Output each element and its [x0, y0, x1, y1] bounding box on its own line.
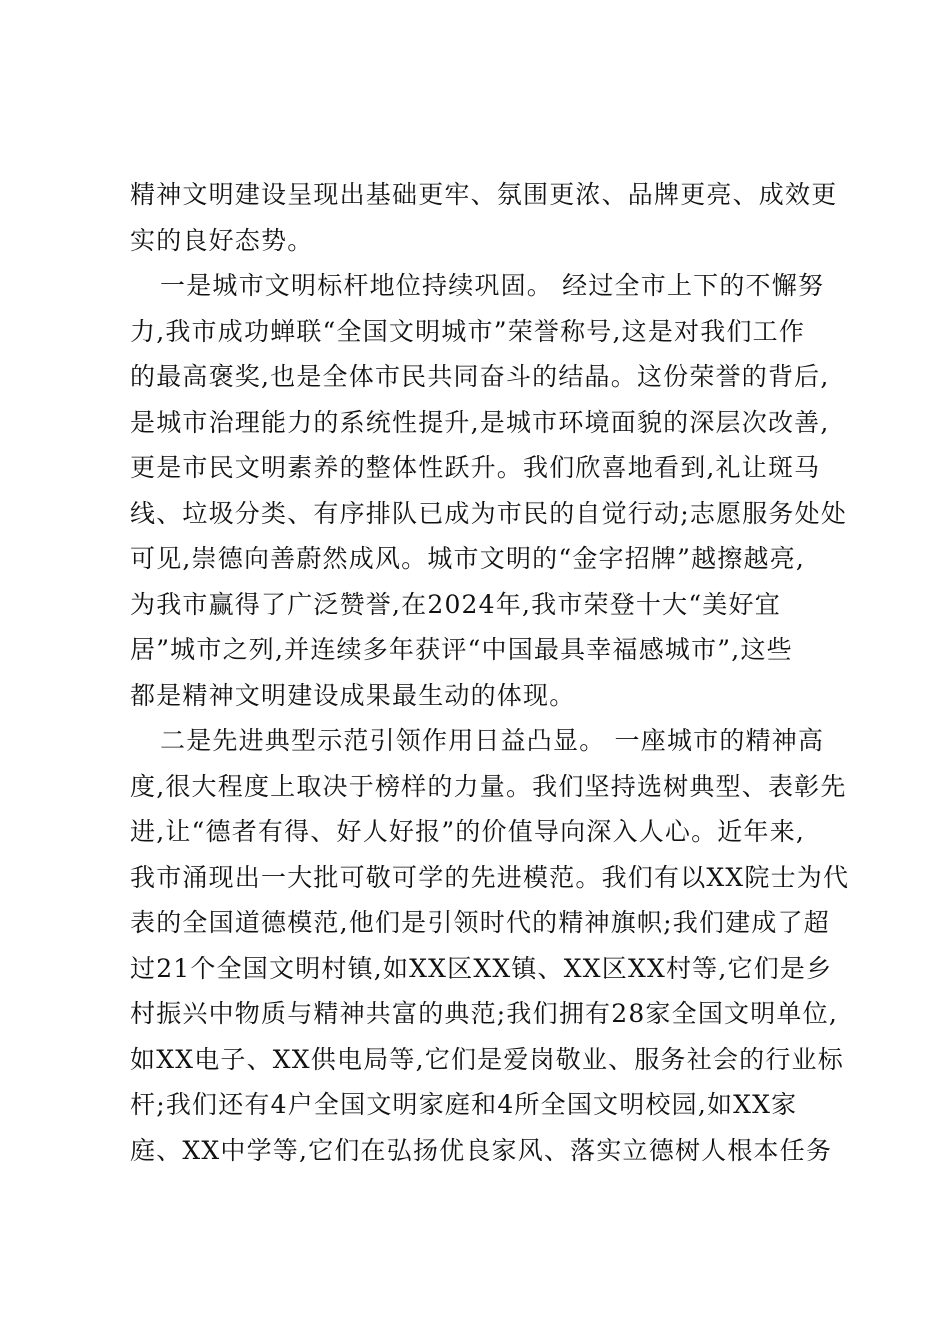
text-line: 杆;我们还有4户全国文明家庭和4所全国文明校园,如XX家 [130, 1090, 798, 1119]
body-text [130, 172, 850, 1173]
text-line: 都是精神文明建设成果最生动的体现。 [130, 680, 576, 710]
text-line: 为我市赢得了广泛赞誉,在2024年,我市荣登十大“美好宜 [130, 589, 781, 619]
text-line: 力,我市成功蝉联“全国文明城市”荣誉称号,这是对我们工作 [130, 316, 806, 346]
paragraph-city-civilization [130, 263, 848, 718]
text-line: 精神文明建设呈现出基础更牢、氛围更浓、品牌更亮、成效更 [130, 180, 838, 209]
text-line: 过21个全国文明村镇,如XX区XX镇、XX区XX村等,它们是乡 [130, 953, 833, 983]
text-line: 实的良好态势。 [130, 225, 314, 255]
text-line: 庭、XX中学等,它们在弘扬优良家风、落实立德树人根本任务 [130, 1135, 833, 1165]
text-line: 度,很大程度上取决于榜样的力量。我们坚持选树典型、表彰先 [130, 771, 847, 801]
text-line: 如XX电子、XX供电局等,它们是爱岗敬业、服务社会的行业标 [130, 1044, 844, 1074]
text-line: 居”城市之列,并连续多年获评“中国最具幸福感城市”,这些 [130, 635, 793, 664]
text-line: 表的全国道德模范,他们是引领时代的精神旗帜;我们建成了超 [130, 908, 830, 937]
text-line: 更是市民文明素养的整体性跃升。我们欣喜地看到,礼让斑马 [130, 453, 821, 482]
text-line: 的最高褒奖,也是全体市民共同奋斗的结晶。这份荣誉的背后, [130, 362, 830, 391]
text-line: 村振兴中物质与精神共富的典范;我们拥有28家全国文明单位, [130, 999, 838, 1028]
text-line: 一是城市文明标杆地位持续巩固。 经过全市上下的不懈努 [160, 271, 825, 300]
text-line: 可见,崇德向善蔚然成风。城市文明的“金字招牌”越擦越亮, [130, 544, 806, 573]
text-line: 二是先进典型示范引领作用日益凸显。 一座城市的精神高 [160, 726, 825, 755]
text-line: 我市涌现出一大批可敬可学的先进模范。我们有以XX院士为代 [130, 862, 850, 892]
text-line: 是城市治理能力的系统性提升,是城市环境面貌的深层次改善, [130, 407, 830, 437]
text-line: 进,让“德者有得、好人好报”的价值导向深入人心。近年来, [130, 817, 806, 846]
paragraph-role-models [130, 718, 850, 1173]
text-line: 线、垃圾分类、有序排队已成为市民的自觉行动;志愿服务处处 [130, 498, 848, 528]
paragraph-intro-continuation [130, 172, 838, 263]
